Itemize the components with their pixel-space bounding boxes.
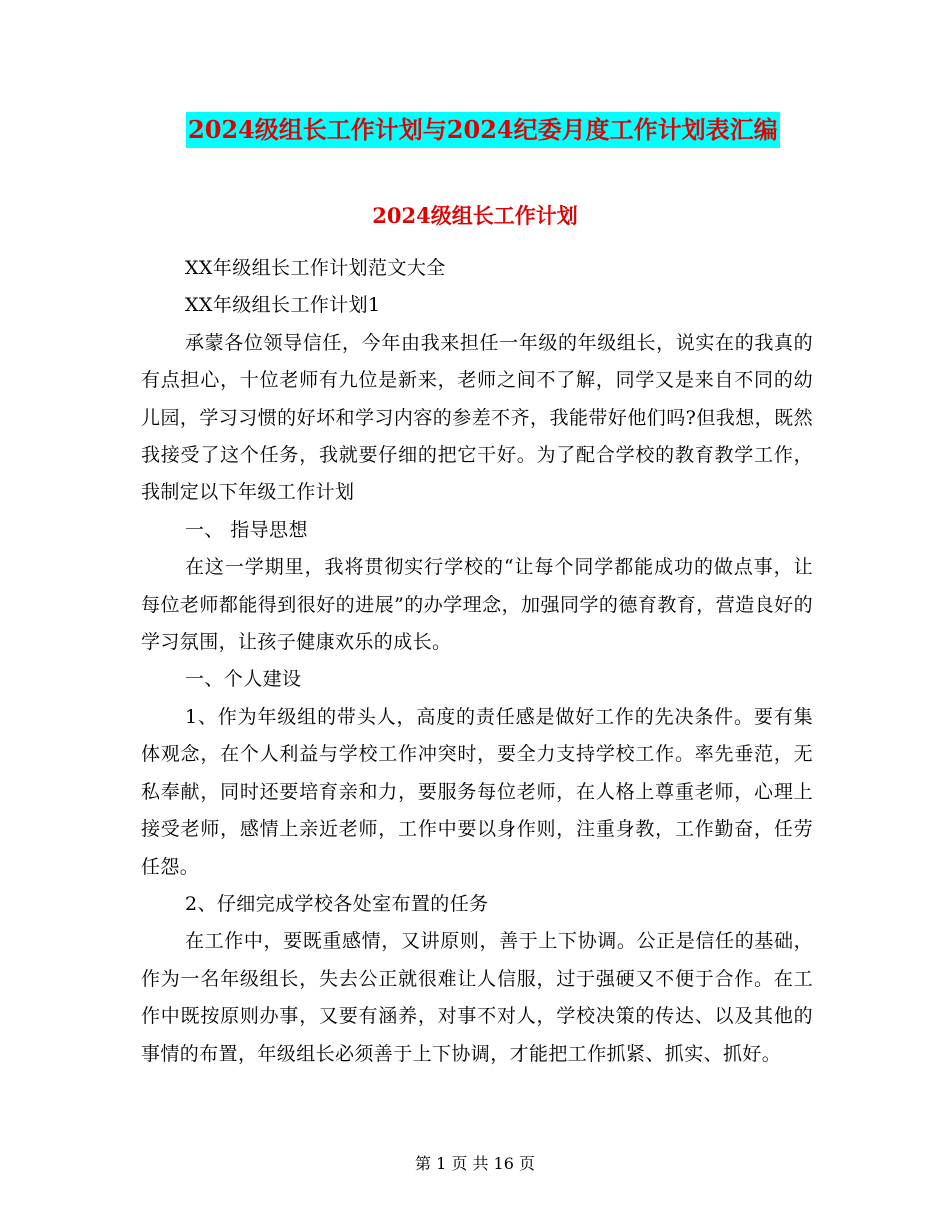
heading-guiding-ideology: 一、 指导思想 <box>185 518 308 541</box>
paragraph-item-1: 1、作为年级组的带头人，高度的责任感是做好工作的先决条件。要有集体观念，在个人利益与学校工作冲突时，要全力支持学校工作。率先垂范，无私奉献，同时还要培育亲和力，要服务每位老师，在人格上尊重老师，心理上接受老师，感情上亲近老师，工作中要以身作则，注重身教，工作勤奋，任劳任怨。 <box>141 705 813 878</box>
paragraph-plan-heading: XX年级组长工作计划1 <box>185 294 381 317</box>
section-title: 2024级组长工作计划 <box>372 203 578 228</box>
paragraph-subtitle: XX年级组长工作计划范文大全 <box>185 257 446 279</box>
document-body <box>141 250 813 1073</box>
paragraph-intro: 承蒙各位领导信任，今年由我来担任一年级的年级组长，说实在的我真的有点担心，十位老师有九位是新来，老师之间不了解，同学又是来自不同的幼儿园，学习习惯的好坏和学习内容的参差不齐，我能带好他们吗?但我想，既然我接受了这个任务，我就要仔细的把它干好。为了配合学校的教育教学工作，我制定以下年级工作计划 <box>141 331 813 504</box>
paragraph-coordination: 在工作中，要既重感情，又讲原则，善于上下协调。公正是信任的基础，作为一名年级组长，失去公正就很难让人信服，过于强硬又不便于合作。在工作中既按原则办事，又要有涵养，对事不对人，学校决策的传达、以及其他的事情的布置，年级组长必须善于上下协调，才能把工作抓紧、抓实、抓好。 <box>141 930 813 1065</box>
document-title: 2024级组长工作计划与2024纪委月度工作计划表汇编 <box>186 112 780 148</box>
paragraph-item-2: 2、仔细完成学校各处室布置的任务 <box>185 892 489 915</box>
paragraph-guiding-ideology: 在这一学期里，我将贯彻实行学校的“让每个同学都能成功的做点事，让每位老师都能得到很好的进展”的办学理念，加强同学的德育教育，营造良好的学习氛围，让孩子健康欢乐的成长。 <box>141 556 813 654</box>
heading-personal-development: 一、个人建设 <box>185 668 302 691</box>
page-footer: 第 1 页 共 16 页 <box>415 1154 535 1173</box>
